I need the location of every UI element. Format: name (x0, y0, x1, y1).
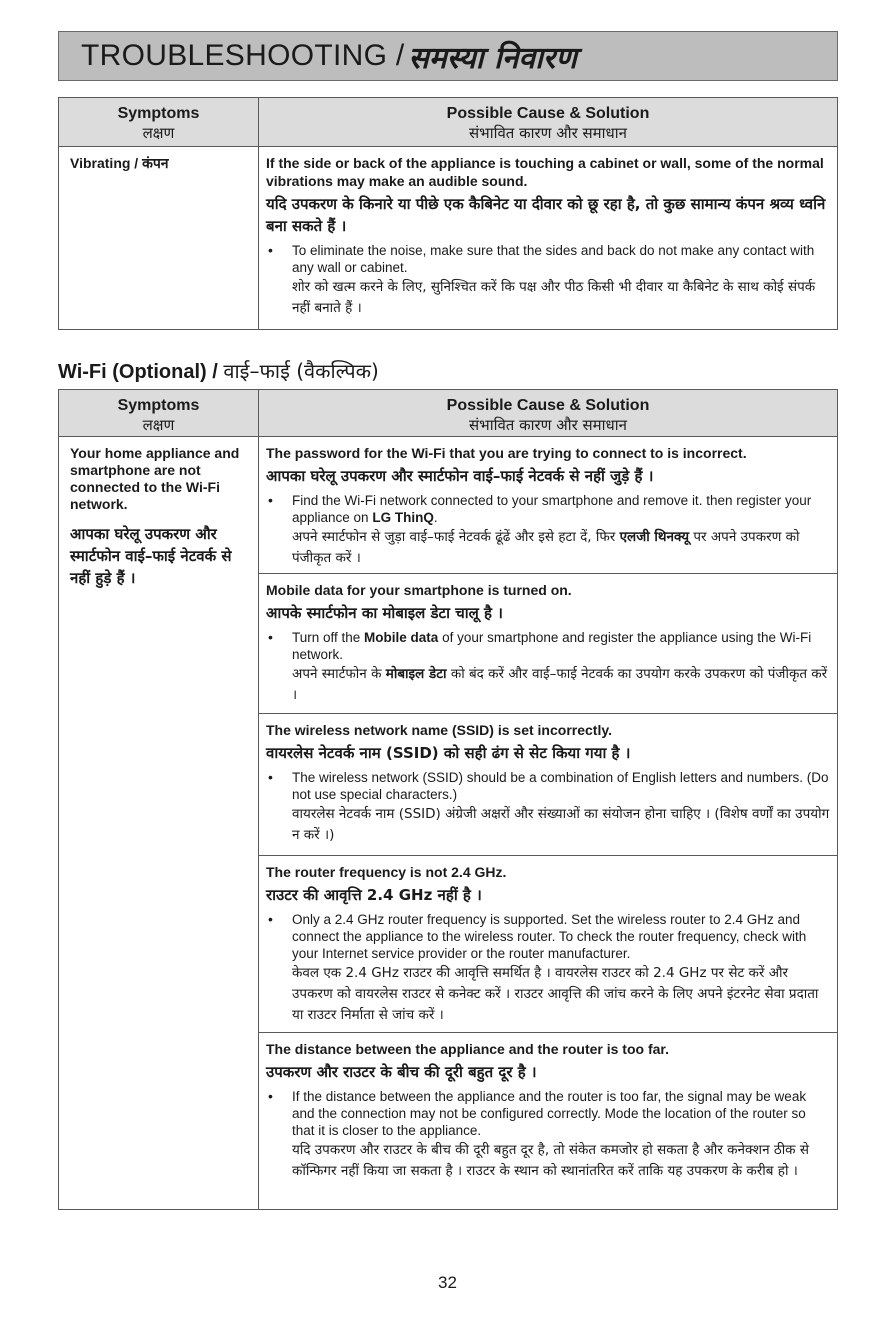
page-title-hindi: समस्या निवारण (408, 40, 577, 76)
solution-item (266, 242, 831, 319)
solution-english: To eliminate the noise, make sure that the sides and back do not make any contact with any wall or cabinet. (292, 243, 815, 275)
symptoms-header-hindi: लक्षण (142, 124, 175, 142)
symptoms-header-english: Symptoms (117, 397, 200, 414)
lg-thinq-label: LG ThinQ (372, 510, 434, 525)
lg-thinq-label-hindi: एलजी थिनक्यू (619, 529, 690, 545)
symptoms-header-english: Symptoms (117, 105, 200, 122)
symptom-wifi-english: Your home appliance and smartphone are not connected to the Wi-Fi network. (70, 445, 240, 512)
solution-hindi: अपने स्मार्टफोन से जुड़ा वाई–फाई नेटवर्क ढूंढें और इसे हटा दें, फिर एलजी थिनक्यू पर अपने उपकरण को पंजीकृत करें । (292, 529, 800, 566)
page-number: 32 (438, 1273, 457, 1292)
solution-english: Find the Wi-Fi network connected to your smartphone and remove it. then register your appliance on LG ThinQ. (292, 493, 812, 525)
solution-item (266, 769, 831, 846)
solution-hindi: केवल एक 2.4 GHz राउटर की आवृत्ति समर्थित है । वायरलेस राउटर को 2.4 GHz पर सेट करें और उपकरण को वायरलेस राउटर से कनेक्ट करें । राउटर आवृत्ति की जांच करने के लिए अपने इंटरनेट सेवा प्रदाता या राउटर निर्माता से जांच करें । (292, 965, 819, 1023)
cause-cell (259, 147, 837, 329)
cause-english: The router frequency is not 2.4 GHz. (266, 864, 507, 880)
cause-block-distance (259, 1033, 837, 1210)
solution-item (266, 492, 831, 569)
cause-header-english: Possible Cause & Solution (446, 105, 650, 122)
bullet-icon: • (268, 242, 273, 258)
cause-english: Mobile data for your smartphone is turned on. (266, 582, 572, 598)
wifi-table (58, 389, 838, 1210)
table-row (59, 147, 837, 329)
solution-english: The wireless network (SSID) should be a combination of English letters and numbers. (Do not use special characters.) (292, 770, 829, 802)
cause-block-frequency (259, 856, 837, 1033)
cause-header (259, 390, 837, 436)
cause-block-password (259, 437, 837, 574)
mobile-data-label: Mobile data (364, 630, 439, 645)
page-title-bar (58, 31, 838, 81)
symptoms-header (59, 98, 259, 146)
symptom-vibrating: Vibrating / कंपन (70, 155, 169, 171)
symptom-cell (59, 437, 259, 1210)
wifi-section-heading (58, 357, 379, 384)
wifi-heading-english: Wi-Fi (Optional) / (58, 361, 218, 383)
cause-block-ssid (259, 714, 837, 856)
cause-hindi: आपके स्मार्टफोन का मोबाइल डेटा चालू है । (266, 604, 503, 622)
cause-english: The wireless network name (SSID) is set incorrectly. (266, 722, 612, 738)
vibration-table (58, 97, 838, 330)
cause-english: The distance between the appliance and the router is too far. (266, 1041, 669, 1057)
cause-hindi: यदि उपकरण के किनारे या पीछे एक कैबिनेट या दीवार को छू रहा है, तो कुछ सामान्य कंपन श्रव्य ध्वनि बना सकते हैं । (266, 195, 826, 235)
cause-header (259, 98, 837, 146)
cause-header-english: Possible Cause & Solution (446, 397, 650, 414)
symptom-cell (59, 147, 259, 329)
solution-hindi: वायरलेस नेटवर्क नाम (SSID) अंग्रेजी अक्षरों और संख्याओं का संयोजन होना चाहिए । (विशेष वर्णों का उपयोग न करें ।) (292, 806, 830, 843)
solution-hindi: अपने स्मार्टफोन के मोबाइल डेटा को बंद करें और वाई–फाई नेटवर्क का उपयोग करके उपकरण को पंजीकृत करें । (292, 666, 828, 703)
table-row (59, 437, 837, 1210)
wifi-heading-hindi: वाई–फाई (वैकल्पिक) (223, 359, 379, 383)
cause-block-mobile-data (259, 574, 837, 714)
bullet-icon: • (268, 769, 273, 785)
solution-item (266, 629, 831, 706)
cause-hindi: राउटर की आवृत्ति 2.4 GHz नहीं है । (266, 886, 482, 904)
solution-english: Only a 2.4 GHz router frequency is supported. Set the wireless router to 2.4 GHz and connect the appliance to the wireless router. To check the router frequency, check with your Internet service provider or the router manufacturer. (292, 912, 807, 961)
page-title-english: TROUBLESHOOTING / (81, 39, 405, 72)
symptoms-header (59, 390, 259, 436)
solution-item (266, 1088, 831, 1182)
table-header (59, 98, 837, 147)
solution-hindi: शोर को खत्म करने के लिए, सुनिश्चित करें कि पक्ष और पीठ किसी भी दीवार या कैबिनेट के साथ कोई संपर्क नहीं बनाते हैं । (292, 279, 816, 316)
solution-english: Turn off the Mobile data of your smartphone and register the appliance using the Wi-Fi network. (292, 630, 812, 662)
symptom-wifi-hindi: आपका घरेलू उपकरण और स्मार्टफोन वाई–फाई नेटवर्क से नहीं हुड़े हैं । (70, 525, 232, 587)
symptoms-header-hindi: लक्षण (142, 416, 175, 434)
cause-hindi: उपकरण और राउटर के बीच की दूरी बहुत दूर है । (266, 1063, 537, 1081)
mobile-data-label-hindi: मोबाइल डेटा (385, 666, 447, 682)
cause-hindi: आपका घरेलू उपकरण और स्मार्टफोन वाई–फाई नेटवर्क से नहीं जुड़े हैं । (266, 467, 654, 485)
bullet-icon: • (268, 492, 273, 508)
solution-item (266, 911, 831, 1026)
bullet-icon: • (268, 911, 273, 927)
bullet-icon: • (268, 1088, 273, 1104)
solution-english: If the distance between the appliance and the router is too far, the signal may be weak and the connection may not be configured correctly. Mode the location of the router so that it is closer to the appliance. (292, 1089, 807, 1138)
cause-hindi: वायरलेस नेटवर्क नाम (SSID) को सही ढंग से सेट किया गया है । (266, 744, 631, 762)
cause-cell (259, 437, 837, 1210)
cause-header-hindi: संभावित कारण और समाधान (469, 124, 627, 142)
cause-block (259, 147, 837, 329)
bullet-icon: • (268, 629, 273, 645)
solution-hindi: यदि उपकरण और राउटर के बीच की दूरी बहुत दूर है, तो संकेत कमजोर हो सकता है और कनेक्शन ठीक से कॉन्फिगर नहीं किया जा सकता है । राउटर के स्थान को स्थानांतरित करें ताकि यह उपकरण के करीब हो । (292, 1142, 809, 1179)
table-header (59, 390, 837, 437)
cause-english: The password for the Wi-Fi that you are trying to connect to is incorrect. (266, 445, 747, 461)
cause-header-hindi: संभावित कारण और समाधान (469, 416, 627, 434)
cause-english: If the side or back of the appliance is touching a cabinet or wall, some of the normal vibrations may make an audible sound. (266, 155, 824, 189)
